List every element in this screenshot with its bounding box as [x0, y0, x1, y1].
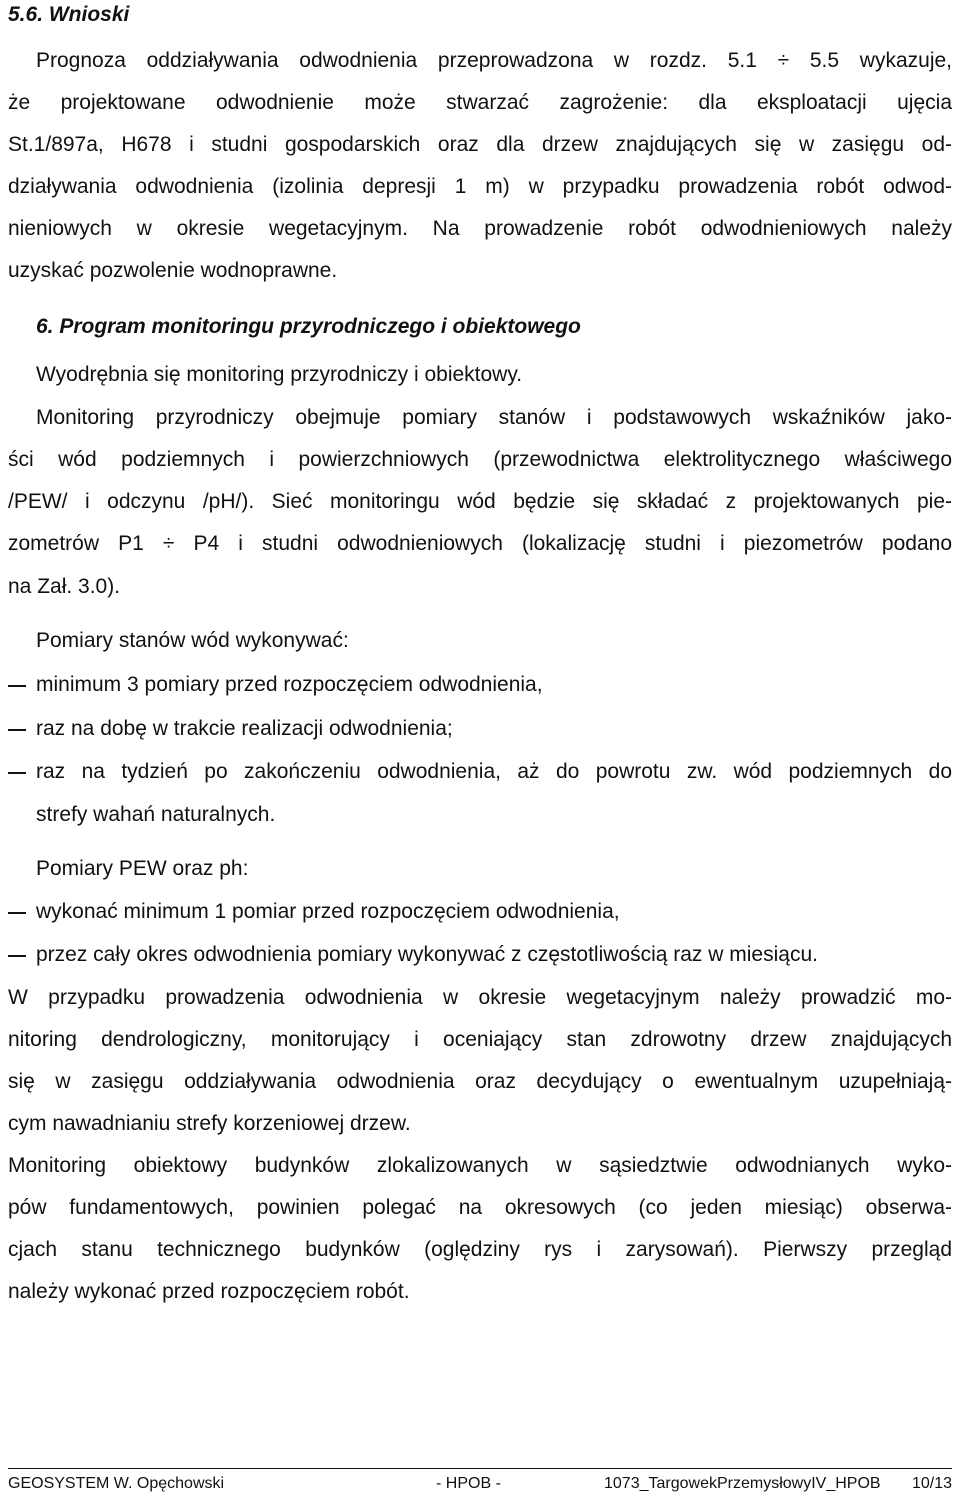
dash-bullet-icon	[8, 685, 26, 687]
list-item: raz na dobę w trakcie realizacji odwodnienia;	[0, 714, 960, 744]
dash-bullet-icon	[8, 955, 26, 957]
levels-heading: Pomiary stanów wód wykonywać:	[36, 629, 349, 652]
paragraph-line: uzyskać pozwolenie wodnoprawne.	[8, 259, 338, 282]
footer-divider	[8, 1468, 952, 1469]
paragraph-line: się w zasięgu oddziaływania odwodnienia oraz decydujący o ewentualnym uzupełniają-	[8, 1070, 952, 1093]
list-item-continuation: strefy wahań naturalnych.	[36, 803, 276, 826]
paragraph-line: działywania odwodnienia (izolinia depresji 1 m) w przypadku prowadzenia robót odwod-	[8, 175, 952, 198]
paragraph-line: Monitoring obiektowy budynków zlokalizowanych w sąsiedztwie odwodnianych wyko-	[8, 1154, 952, 1177]
paragraph-line: /PEW/ i odczynu /pH/). Sieć monitoringu wód będzie się składać z projektowanych pie-	[8, 490, 952, 513]
paragraph-line: zometrów P1 ÷ P4 i studni odwodnieniowych (lokalizację studni i piezometrów podano	[8, 532, 952, 555]
paragraph-line: na Zał. 3.0).	[8, 575, 121, 598]
paragraph-line: nieniowych w okresie wegetacyjnym. Na prowadzenie robót odwodnieniowych należy	[8, 217, 952, 240]
paragraph-line: pów fundamentowych, powinien polegać na okresowych (co jeden miesiąc) obserwa-	[8, 1196, 952, 1219]
paragraph-line: że projektowane odwodnienie może stwarzać zagrożenie: dla eksploatacji ujęcia	[8, 91, 952, 114]
paragraph-line: ści wód podziemnych i powierzchniowych (przewodnictwa elektrolitycznego właściwego	[8, 448, 952, 471]
intro-line: Wyodrębnia się monitoring przyrodniczy i obiektowy.	[36, 363, 523, 386]
section-heading-6: 6. Program monitoringu przyrodniczego i obiektowego	[36, 315, 581, 338]
dash-bullet-icon	[8, 729, 26, 731]
list-item: raz na tydzień po zakończeniu odwodnienia, aż do powrotu zw. wód podziemnych do	[0, 757, 960, 787]
dash-bullet-icon	[8, 772, 26, 774]
paragraph-line: cym nawadnianiu strefy korzeniowej drzew.	[8, 1112, 411, 1135]
dash-bullet-icon	[8, 912, 26, 914]
paragraph-line: St.1/897a, H678 i studni gospodarskich oraz dla drzew znajdujących się w zasięgu od-	[8, 133, 952, 156]
footer-code: - HPOB -	[436, 1475, 501, 1492]
list-item: minimum 3 pomiary przed rozpoczęciem odwodnienia,	[0, 670, 960, 700]
paragraph-line: cjach stanu technicznego budynków (oględziny rys i zarysowań). Pierwszy przegląd	[8, 1238, 952, 1261]
section-heading-5-6: 5.6. Wnioski	[8, 3, 130, 26]
paragraph-line: W przypadku prowadzenia odwodnienia w okresie wegetacyjnym należy prowadzić mo-	[8, 986, 952, 1009]
paragraph-line: Monitoring przyrodniczy obejmuje pomiary stanów i podstawowych wskaźników jako-	[36, 406, 952, 429]
paragraph-line: Prognoza oddziaływania odwodnienia przeprowadzona w rozdz. 5.1 ÷ 5.5 wykazuje,	[36, 49, 952, 72]
paragraph-line: nitoring dendrologiczny, monitorujący i oceniający stan zdrowotny drzew znajdujących	[8, 1028, 952, 1051]
list-item: przez cały okres odwodnienia pomiary wykonywać z częstotliwością raz w miesiącu.	[0, 940, 960, 970]
footer-page-number: 10/13	[911, 1475, 952, 1492]
list-item: wykonać minimum 1 pomiar przed rozpoczęciem odwodnienia,	[0, 897, 960, 927]
pew-heading: Pomiary PEW oraz ph:	[36, 857, 249, 880]
footer-company: GEOSYSTEM W. Opęchowski	[8, 1475, 225, 1492]
footer-document-id: 1073_TargowekPrzemysłowyIV_HPOB	[604, 1475, 881, 1492]
paragraph-line: należy wykonać przed rozpoczęciem robót.	[8, 1280, 410, 1303]
